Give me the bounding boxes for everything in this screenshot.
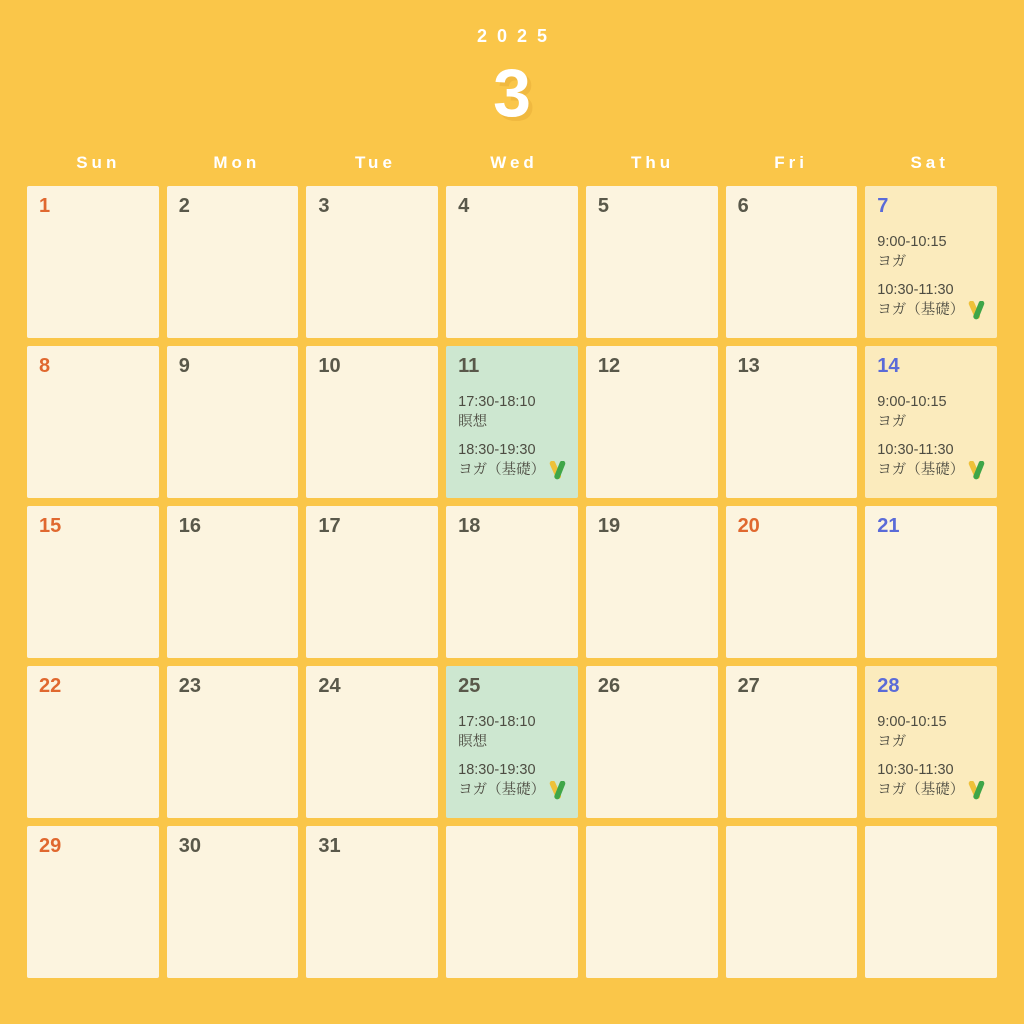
weekday-label-wed: Wed — [490, 153, 538, 172]
date-number: 24 — [318, 675, 341, 697]
event-name-text: 瞑想 — [458, 413, 488, 430]
date-number: 25 — [458, 675, 481, 697]
date-number: 14 — [877, 355, 900, 377]
day-cell-24 — [306, 666, 438, 818]
event-time: 10:30-11:30 — [877, 282, 954, 299]
beginner-mark-icon — [549, 781, 566, 800]
date-number: 15 — [39, 515, 62, 537]
date-number: 11 — [458, 355, 480, 377]
event-list — [877, 393, 985, 480]
day-cell-27 — [726, 666, 858, 818]
day-cell-26 — [586, 666, 718, 818]
date-number: 23 — [178, 675, 201, 697]
weekday-label-mon: Mon — [213, 153, 261, 172]
date-number: 31 — [318, 835, 341, 857]
day-cell-12 — [586, 346, 718, 498]
event-name — [877, 301, 985, 321]
weekday-label-fri: Fri — [774, 153, 808, 172]
event-time: 17:30-18:10 — [458, 714, 536, 730]
event-entry — [877, 281, 985, 320]
weekday-label-tue: Tue — [354, 153, 396, 172]
day-cell-14 — [865, 346, 997, 498]
date-number: 30 — [178, 835, 201, 857]
day-cell-29 — [27, 826, 159, 978]
event-list — [877, 713, 985, 800]
event-list — [458, 713, 566, 800]
day-cell-16 — [167, 506, 299, 658]
event-entry — [877, 233, 985, 272]
day-cell-1 — [27, 186, 159, 338]
date-number: 28 — [877, 675, 900, 697]
event-name — [458, 733, 566, 753]
date-number: 18 — [458, 515, 481, 537]
empty-cell — [865, 826, 997, 978]
date-number: 12 — [597, 355, 621, 377]
date-number: 17 — [318, 515, 341, 537]
day-cell-22 — [27, 666, 159, 818]
date-number: 21 — [877, 515, 900, 537]
day-cell-9 — [167, 346, 299, 498]
event-name-text: ヨガ（基礎） — [458, 461, 546, 478]
date-number: 26 — [597, 675, 621, 697]
event-entry — [458, 713, 566, 752]
event-name — [458, 781, 566, 801]
date-number: 16 — [178, 515, 201, 537]
day-cell-23 — [167, 666, 299, 818]
date-number: 2 — [178, 195, 190, 217]
day-cell-31 — [306, 826, 438, 978]
date-number: 22 — [39, 675, 62, 697]
date-number: 27 — [737, 675, 760, 697]
event-name — [877, 253, 985, 273]
day-cell-13 — [726, 346, 858, 498]
event-entry — [458, 441, 566, 480]
day-cell-8 — [27, 346, 159, 498]
day-cell-17 — [306, 506, 438, 658]
day-cell-10 — [306, 346, 438, 498]
day-cell-28 — [865, 666, 997, 818]
date-number: 8 — [39, 355, 51, 377]
day-cell-4 — [446, 186, 578, 338]
date-number: 3 — [318, 195, 330, 217]
event-name — [877, 733, 985, 753]
event-name — [458, 461, 566, 481]
year-label: 2025 — [476, 26, 558, 46]
date-number: 13 — [737, 355, 760, 377]
empty-cell — [726, 826, 858, 978]
date-number: 10 — [318, 355, 341, 377]
date-number: 4 — [458, 195, 470, 217]
beginner-mark-icon — [968, 301, 985, 320]
day-cell-18 — [446, 506, 578, 658]
event-list — [458, 393, 566, 480]
day-cell-15 — [27, 506, 159, 658]
day-cell-3 — [306, 186, 438, 338]
event-time: 10:30-11:30 — [877, 442, 954, 459]
event-name-text: ヨガ — [877, 253, 907, 270]
weekday-header-row — [27, 153, 997, 173]
event-name-text: ヨガ（基礎） — [877, 781, 965, 798]
calendar-header — [0, 0, 1024, 131]
day-cell-5 — [586, 186, 718, 338]
event-list — [877, 233, 985, 320]
day-cell-11 — [446, 346, 578, 498]
event-name — [877, 413, 985, 433]
day-cell-25 — [446, 666, 578, 818]
event-time: 9:00-10:15 — [877, 714, 947, 730]
date-number: 6 — [737, 195, 749, 217]
beginner-mark-icon — [968, 781, 985, 800]
weekday-label-sat: Sat — [910, 153, 949, 172]
date-number: 5 — [597, 195, 609, 217]
event-time: 18:30-19:30 — [458, 442, 536, 459]
event-name — [877, 461, 985, 481]
event-entry — [458, 761, 566, 800]
event-name — [458, 413, 566, 433]
empty-cell — [446, 826, 578, 978]
date-number: 29 — [39, 835, 62, 857]
event-time: 9:00-10:15 — [877, 234, 947, 250]
event-name-text: ヨガ（基礎） — [877, 301, 965, 318]
event-entry — [877, 713, 985, 752]
event-name-text: ヨガ（基礎） — [458, 781, 546, 798]
date-number: 19 — [597, 515, 621, 537]
event-entry — [877, 441, 985, 480]
day-cell-20 — [726, 506, 858, 658]
event-entry — [877, 393, 985, 432]
day-cell-21 — [865, 506, 997, 658]
day-cell-19 — [586, 506, 718, 658]
event-time: 17:30-18:10 — [458, 394, 536, 410]
day-cell-7 — [865, 186, 997, 338]
event-name — [877, 781, 985, 801]
date-number: 1 — [39, 195, 51, 217]
event-name-text: 瞑想 — [458, 733, 488, 750]
date-number: 20 — [737, 515, 760, 537]
event-name-text: ヨガ — [877, 413, 907, 430]
day-cell-30 — [167, 826, 299, 978]
date-number: 7 — [877, 195, 889, 217]
event-entry — [458, 393, 566, 432]
calendar-grid — [27, 186, 997, 978]
weekday-label-sun: Sun — [76, 153, 121, 172]
weekday-label-thu: Thu — [630, 153, 675, 172]
month-label: 3 — [493, 55, 531, 131]
beginner-mark-icon — [549, 461, 566, 480]
empty-cell — [586, 826, 718, 978]
date-number: 9 — [178, 355, 190, 377]
event-time: 18:30-19:30 — [458, 762, 536, 779]
event-entry — [877, 761, 985, 800]
event-name-text: ヨガ — [877, 733, 907, 750]
beginner-mark-icon — [968, 461, 985, 480]
event-name-text: ヨガ（基礎） — [877, 461, 965, 478]
day-cell-6 — [726, 186, 858, 338]
day-cell-2 — [167, 186, 299, 338]
event-time: 10:30-11:30 — [877, 762, 954, 779]
event-time: 9:00-10:15 — [877, 394, 947, 410]
